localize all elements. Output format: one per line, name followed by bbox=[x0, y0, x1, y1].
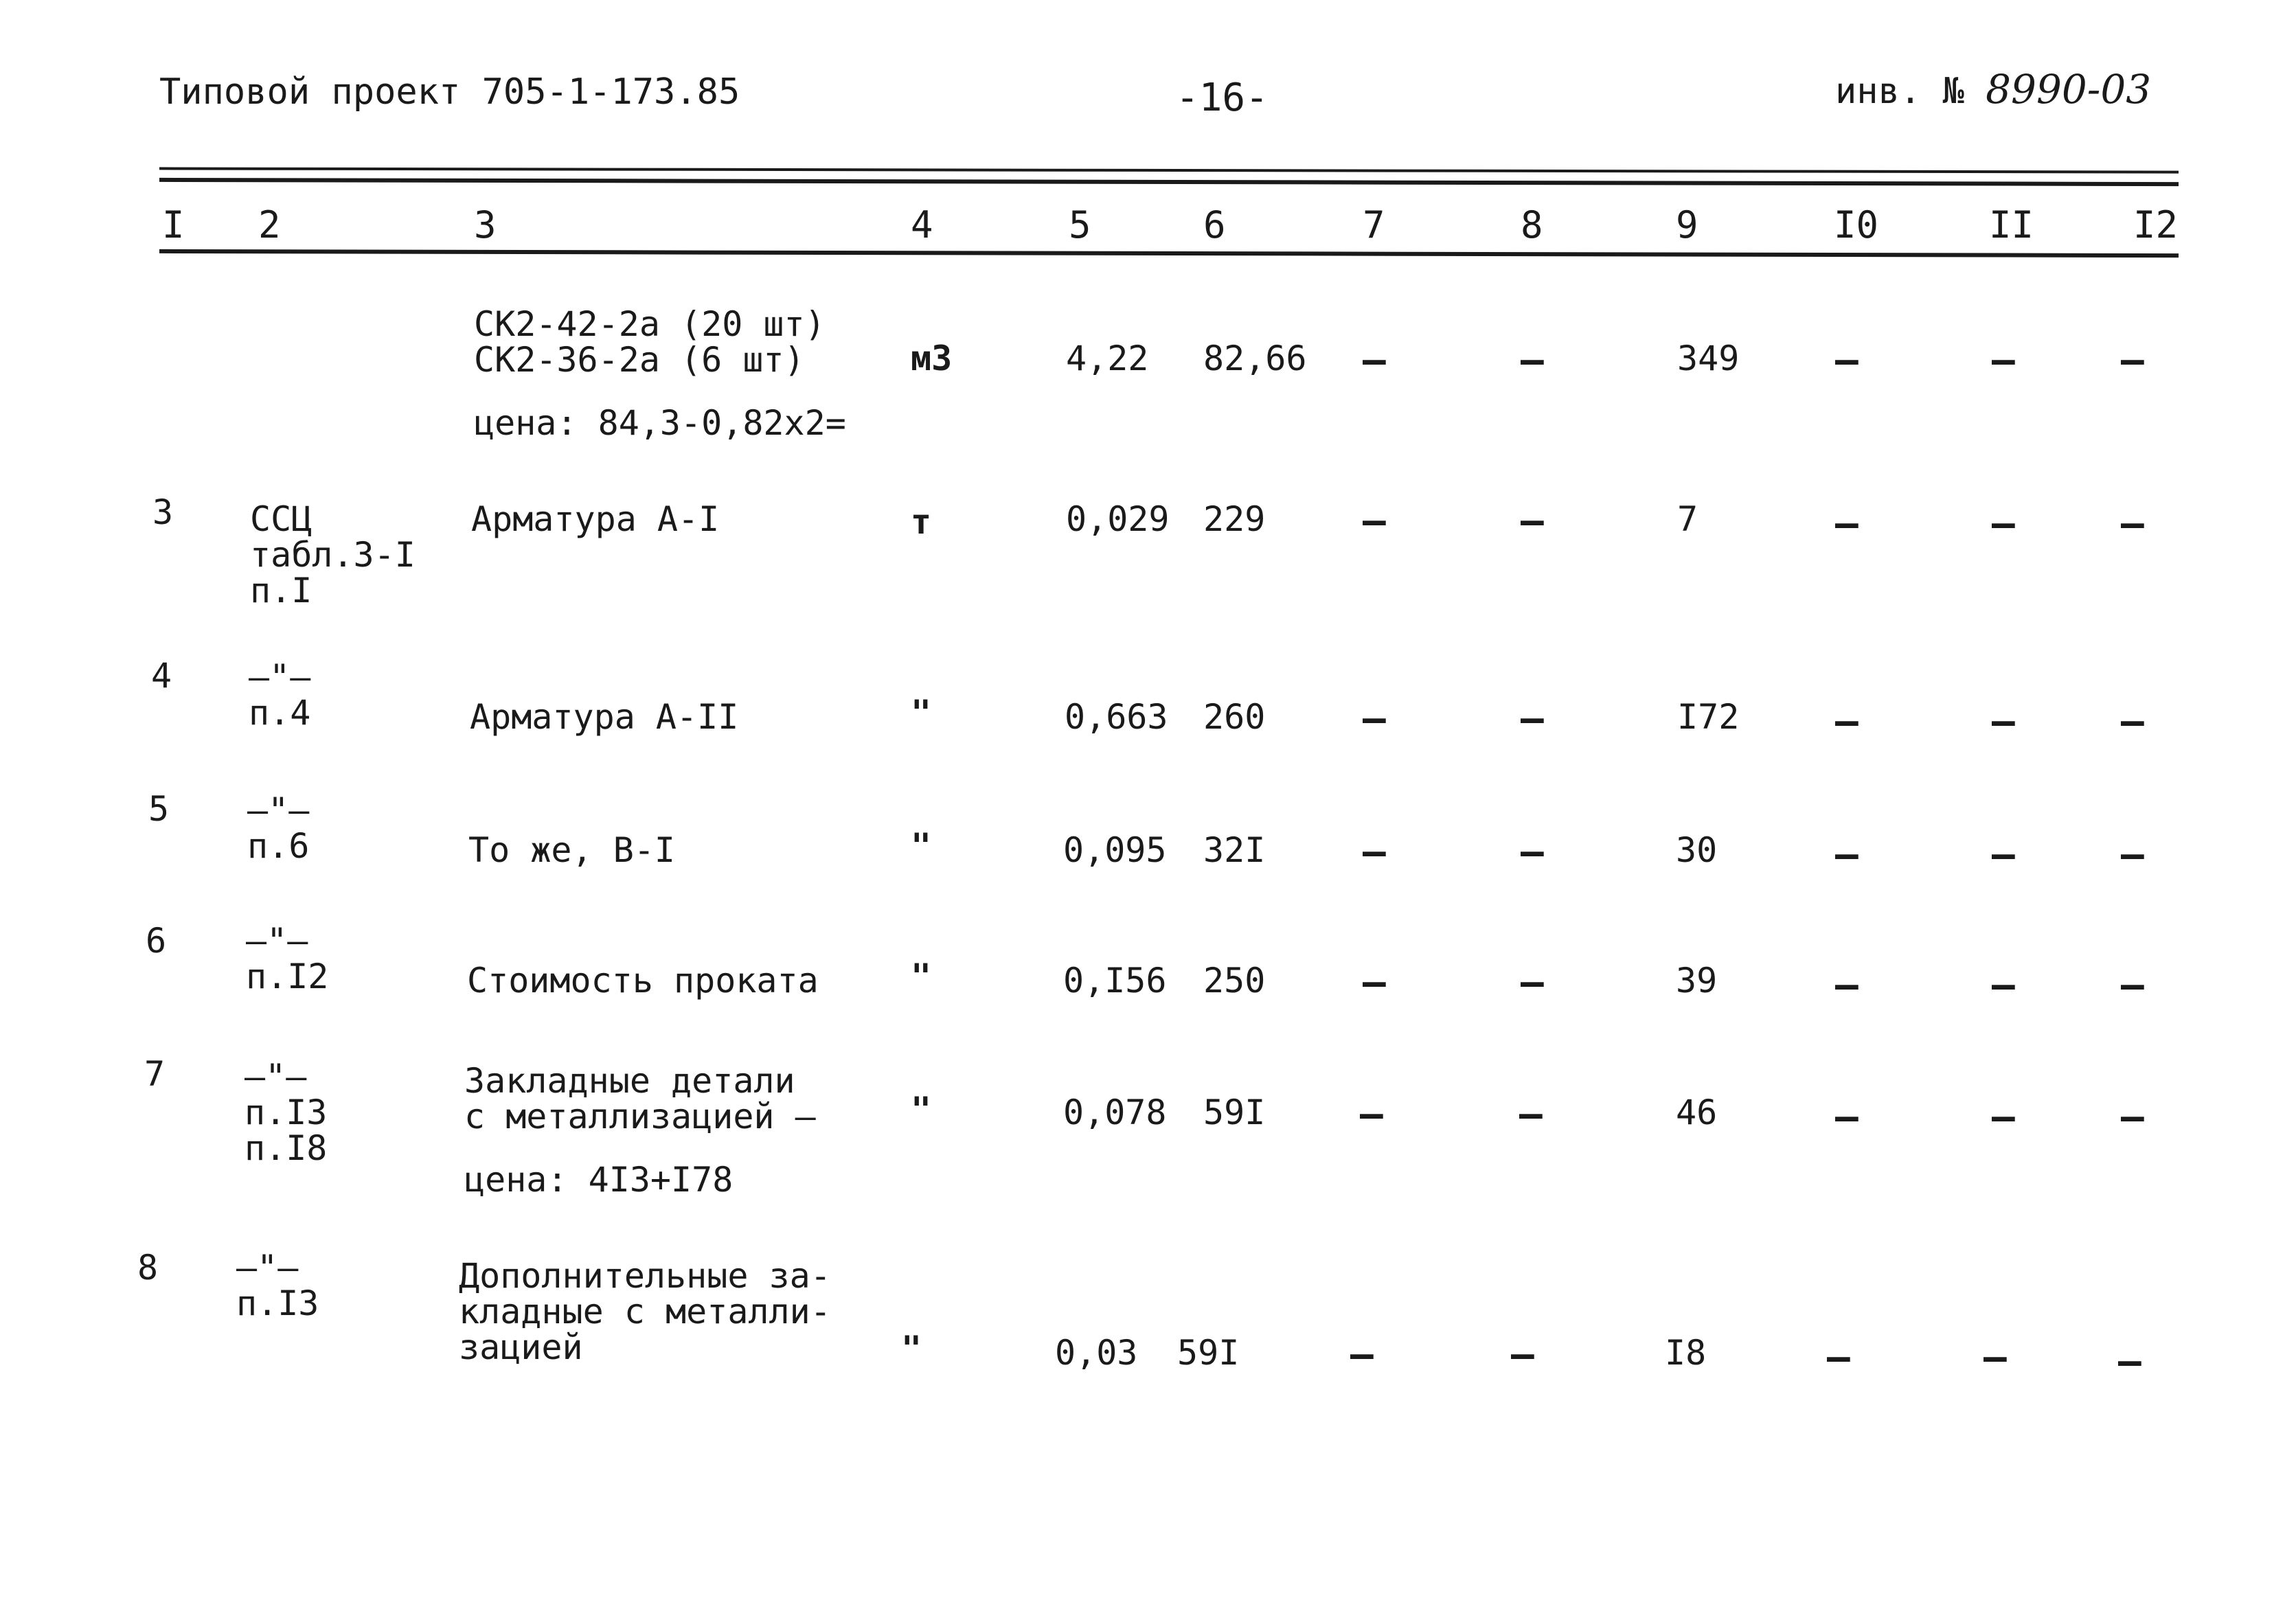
row-quantity: 4,22 bbox=[1066, 339, 1149, 378]
row-col8: – bbox=[1521, 960, 1544, 1005]
page-number: -16- bbox=[1176, 76, 1269, 120]
row-col12: – bbox=[2121, 963, 2144, 1007]
row-price: 59I bbox=[1177, 1333, 1240, 1373]
row-quantity: 0,663 bbox=[1065, 697, 1168, 737]
column-number-11: II bbox=[1989, 203, 2034, 247]
column-number-5: 5 bbox=[1069, 203, 1091, 247]
header-rule bbox=[159, 178, 2179, 186]
column-number-2: 2 bbox=[258, 203, 281, 247]
row-col7: – bbox=[1363, 696, 1386, 741]
row-col11: – bbox=[1984, 1335, 2007, 1380]
row-col10: – bbox=[1835, 963, 1859, 1007]
row-number: 5 bbox=[148, 789, 170, 829]
row-price-note: цена: 84,3-0,82х2= bbox=[474, 403, 846, 443]
row-col11: – bbox=[1992, 338, 2015, 382]
row-reference: –"– п.I2 bbox=[246, 921, 329, 996]
row-col12: – bbox=[2121, 1095, 2144, 1139]
row-col8: – bbox=[1519, 1092, 1543, 1136]
row-quantity: 0,I56 bbox=[1063, 961, 1167, 1001]
row-col7: – bbox=[1360, 1092, 1383, 1136]
row-col9: 7 bbox=[1677, 499, 1698, 539]
row-reference: –"– п.I3 п.I8 bbox=[245, 1057, 328, 1168]
row-col8: – bbox=[1511, 1332, 1534, 1377]
row-col7: – bbox=[1363, 499, 1386, 543]
row-reference: –"– п.I3 bbox=[236, 1248, 319, 1323]
row-price: 59I bbox=[1203, 1093, 1266, 1132]
row-name: Арматура А-I bbox=[471, 499, 720, 539]
row-col8: – bbox=[1521, 499, 1544, 543]
row-unit: " bbox=[911, 693, 932, 733]
inventory-label: инв. № bbox=[1835, 71, 1964, 112]
row-unit: " bbox=[911, 826, 932, 866]
row-reference: ССЦ табл.3-I п.I bbox=[250, 499, 416, 610]
column-number-4: 4 bbox=[911, 203, 933, 247]
row-price: 260 bbox=[1203, 697, 1266, 737]
row-unit: м3 bbox=[911, 339, 953, 378]
inventory-number: 8990-03 bbox=[1986, 66, 2152, 113]
column-number-6: 6 bbox=[1203, 203, 1226, 247]
row-name: Закладные детали с металлизацией – bbox=[464, 1061, 816, 1136]
row-col9: 30 bbox=[1676, 830, 1718, 870]
row-price: 32I bbox=[1203, 830, 1266, 870]
column-number-1: I bbox=[162, 203, 185, 247]
row-quantity: 0,029 bbox=[1066, 499, 1170, 539]
row-col9: 349 bbox=[1677, 339, 1740, 378]
row-unit: " bbox=[911, 1090, 932, 1130]
column-number-10: I0 bbox=[1834, 203, 1879, 247]
row-col12: – bbox=[2121, 338, 2144, 382]
inventory-stamp bbox=[1835, 66, 2151, 113]
row-name: То же, В-I bbox=[468, 830, 676, 870]
column-number-3: 3 bbox=[474, 203, 497, 247]
row-col11: – bbox=[1992, 1095, 2015, 1139]
row-col8: – bbox=[1521, 338, 1544, 382]
row-col12: – bbox=[2121, 501, 2144, 546]
row-name: Дополнительные за- кладные с металли- зацией bbox=[459, 1256, 831, 1367]
row-col7: – bbox=[1363, 338, 1386, 382]
row-col10: – bbox=[1835, 832, 1859, 877]
row-col12: – bbox=[2118, 1339, 2141, 1384]
row-col7: – bbox=[1350, 1332, 1374, 1377]
row-name: Арматура А-II bbox=[470, 697, 739, 737]
row-col11: – bbox=[1992, 699, 2015, 744]
column-number-rule bbox=[159, 249, 2179, 258]
row-reference: –"– п.6 bbox=[247, 790, 310, 866]
column-number-9: 9 bbox=[1676, 203, 1698, 247]
row-col7: – bbox=[1363, 960, 1386, 1005]
project-label: Типовой проект 705-1-173.85 bbox=[159, 71, 740, 113]
row-col11: – bbox=[1992, 501, 2015, 546]
row-col7: – bbox=[1363, 830, 1386, 874]
row-name: Стоимость проката bbox=[467, 961, 819, 1001]
column-number-8: 8 bbox=[1521, 203, 1543, 247]
row-col10: – bbox=[1835, 699, 1859, 744]
row-number: 8 bbox=[137, 1248, 159, 1288]
row-unit: " bbox=[901, 1329, 922, 1369]
row-number: 6 bbox=[146, 921, 167, 961]
row-col8: – bbox=[1521, 696, 1544, 741]
row-reference: –"– п.4 bbox=[249, 657, 311, 733]
header-rule-thin bbox=[159, 167, 2179, 173]
row-col10: – bbox=[1835, 501, 1859, 546]
row-quantity: 0,078 bbox=[1063, 1093, 1167, 1132]
row-col10: – bbox=[1835, 1095, 1859, 1139]
row-col11: – bbox=[1992, 963, 2015, 1007]
row-price: 229 bbox=[1203, 499, 1266, 539]
row-name: СК2-42-2а (20 шт) СК2-36-2а (6 шт) bbox=[474, 304, 826, 380]
row-quantity: 0,095 bbox=[1063, 830, 1167, 870]
column-number-12: I2 bbox=[2133, 203, 2179, 247]
row-price: 82,66 bbox=[1203, 339, 1307, 378]
row-col9: I72 bbox=[1677, 697, 1740, 737]
row-col8: – bbox=[1521, 830, 1544, 874]
row-col11: – bbox=[1992, 832, 2015, 877]
row-price-note: цена: 4I3+I78 bbox=[464, 1160, 734, 1200]
row-col12: – bbox=[2121, 699, 2144, 744]
row-number: 4 bbox=[151, 656, 172, 696]
row-number: 3 bbox=[152, 492, 174, 532]
row-quantity: 0,03 bbox=[1055, 1333, 1138, 1373]
row-unit: " bbox=[911, 957, 932, 996]
column-number-7: 7 bbox=[1363, 203, 1385, 247]
row-col9: I8 bbox=[1665, 1333, 1707, 1373]
row-price: 250 bbox=[1203, 961, 1266, 1001]
row-col10: – bbox=[1835, 338, 1859, 382]
row-col9: 39 bbox=[1676, 961, 1718, 1001]
row-number: 7 bbox=[144, 1054, 166, 1094]
row-col12: – bbox=[2121, 832, 2144, 877]
row-col10: – bbox=[1827, 1335, 1850, 1380]
row-col9: 46 bbox=[1676, 1093, 1718, 1132]
row-unit: т bbox=[911, 502, 932, 542]
